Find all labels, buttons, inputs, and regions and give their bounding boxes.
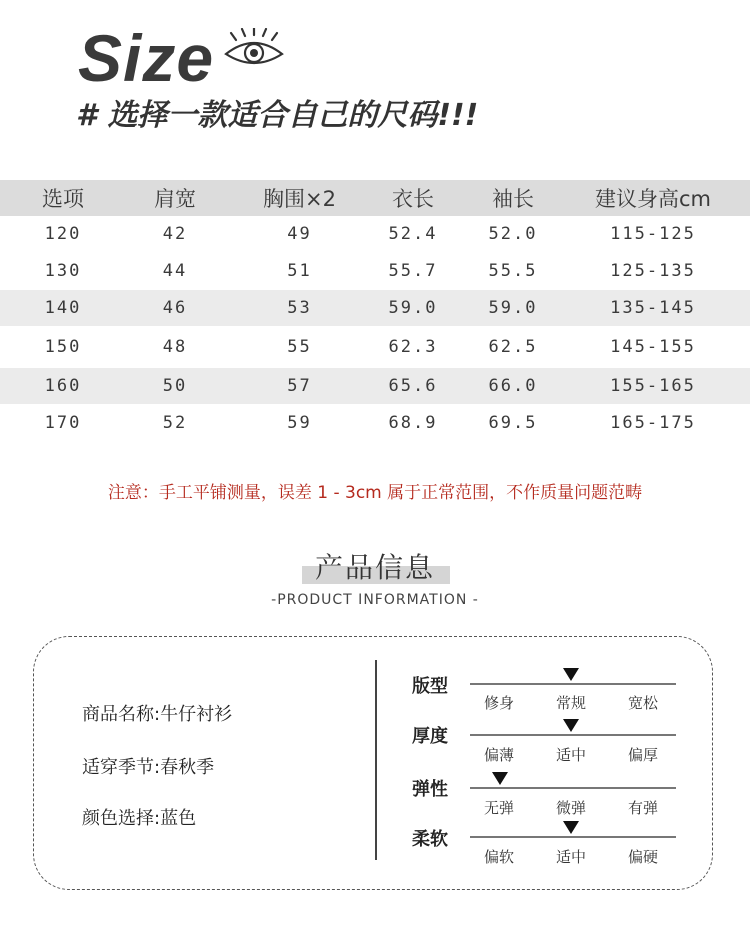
triangle-down-icon [492,772,508,785]
column-header: 选项 [42,187,84,211]
attribute-label: 弹性 [412,779,448,800]
attribute-option: 适中 [556,746,587,764]
product-name: 商品名称:牛仔衬衫 [82,704,233,725]
table-header-row [0,180,750,216]
table-cell: 48 [162,337,188,357]
column-header: 肩宽 [154,187,196,211]
table-cell: 59.0 [488,298,538,318]
table-row [0,326,750,368]
subtitle: # 选择一款适合自己的尺码!!! [76,98,479,133]
triangle-down-icon [563,719,579,732]
column-header: 建议身高cm [594,187,711,211]
product-info-subtitle: -PRODUCT INFORMATION - [271,592,479,608]
size-title: Size [78,21,215,95]
table-cell: 65.6 [388,376,438,396]
table-cell: 52 [162,413,188,433]
attribute-option: 偏厚 [628,746,659,764]
table-cell: 165-175 [610,413,696,433]
triangle-down-icon [563,821,579,834]
attribute-option: 偏软 [484,848,515,866]
measurement-note: 注意：手工平铺测量，误差 1 - 3cm 属于正常范围，不作质量问题范畴 [107,483,643,503]
table-cell: 44 [162,261,188,281]
attribute-option: 适中 [556,848,587,866]
table-row [0,404,750,442]
attribute-option: 修身 [484,694,515,712]
table-cell: 46 [162,298,188,318]
scale-line [470,836,676,838]
scale-line [470,787,676,789]
table-cell: 155-165 [610,376,696,396]
product-season: 适穿季节:春秋季 [82,757,215,778]
attribute-option: 无弹 [484,799,515,817]
table-cell: 125-135 [610,261,696,281]
info-divider [375,660,377,860]
table-cell: 52.0 [488,224,538,244]
attribute-option: 宽松 [628,694,659,712]
column-header: 袖长 [492,187,534,211]
table-cell: 69.5 [488,413,538,433]
table-cell: 50 [162,376,188,396]
table-cell: 55 [287,337,312,357]
table-cell: 42 [162,224,188,244]
table-cell: 145-155 [610,337,696,357]
table-cell: 59 [287,413,312,433]
product-info-heading [0,548,750,588]
table-row [0,216,750,252]
table-cell: 140 [44,298,82,318]
table-row [0,290,750,326]
scale-line [470,683,676,685]
attribute-label: 柔软 [412,829,448,850]
table-cell: 135-145 [610,298,696,318]
table-cell: 68.9 [388,413,438,433]
table-cell: 150 [44,337,82,357]
attribute-option: 偏硬 [628,848,659,866]
table-cell: 52.4 [388,224,438,244]
product-color: 颜色选择:蓝色 [82,808,197,829]
table-cell: 53 [287,298,312,318]
scale-line [470,734,676,736]
table-cell: 62.5 [488,337,538,357]
table-cell: 55.7 [388,261,438,281]
table-cell: 170 [44,413,82,433]
eye-icon [222,28,284,68]
table-cell: 160 [44,376,82,396]
size-table [0,180,750,442]
table-cell: 62.3 [388,337,438,357]
table-cell: 120 [44,224,82,244]
attribute-label: 厚度 [412,726,448,747]
column-header: 衣长 [392,187,434,211]
column-header: 胸围×2 [263,187,336,211]
table-cell: 57 [287,376,312,396]
table-row [0,252,750,290]
attribute-option: 常规 [556,694,587,712]
table-cell: 55.5 [488,261,538,281]
table-cell: 115-125 [610,224,696,244]
attribute-option: 有弹 [628,799,659,817]
table-cell: 49 [287,224,312,244]
table-cell: 51 [287,261,312,281]
attribute-option: 微弹 [556,799,587,817]
table-cell: 59.0 [388,298,438,318]
attribute-option: 偏薄 [484,746,515,764]
attribute-label: 版型 [412,676,448,697]
table-cell: 66.0 [488,376,538,396]
table-row [0,368,750,404]
product-info-title: 产品信息 [314,551,435,584]
triangle-down-icon [563,668,579,681]
table-cell: 130 [44,261,82,281]
